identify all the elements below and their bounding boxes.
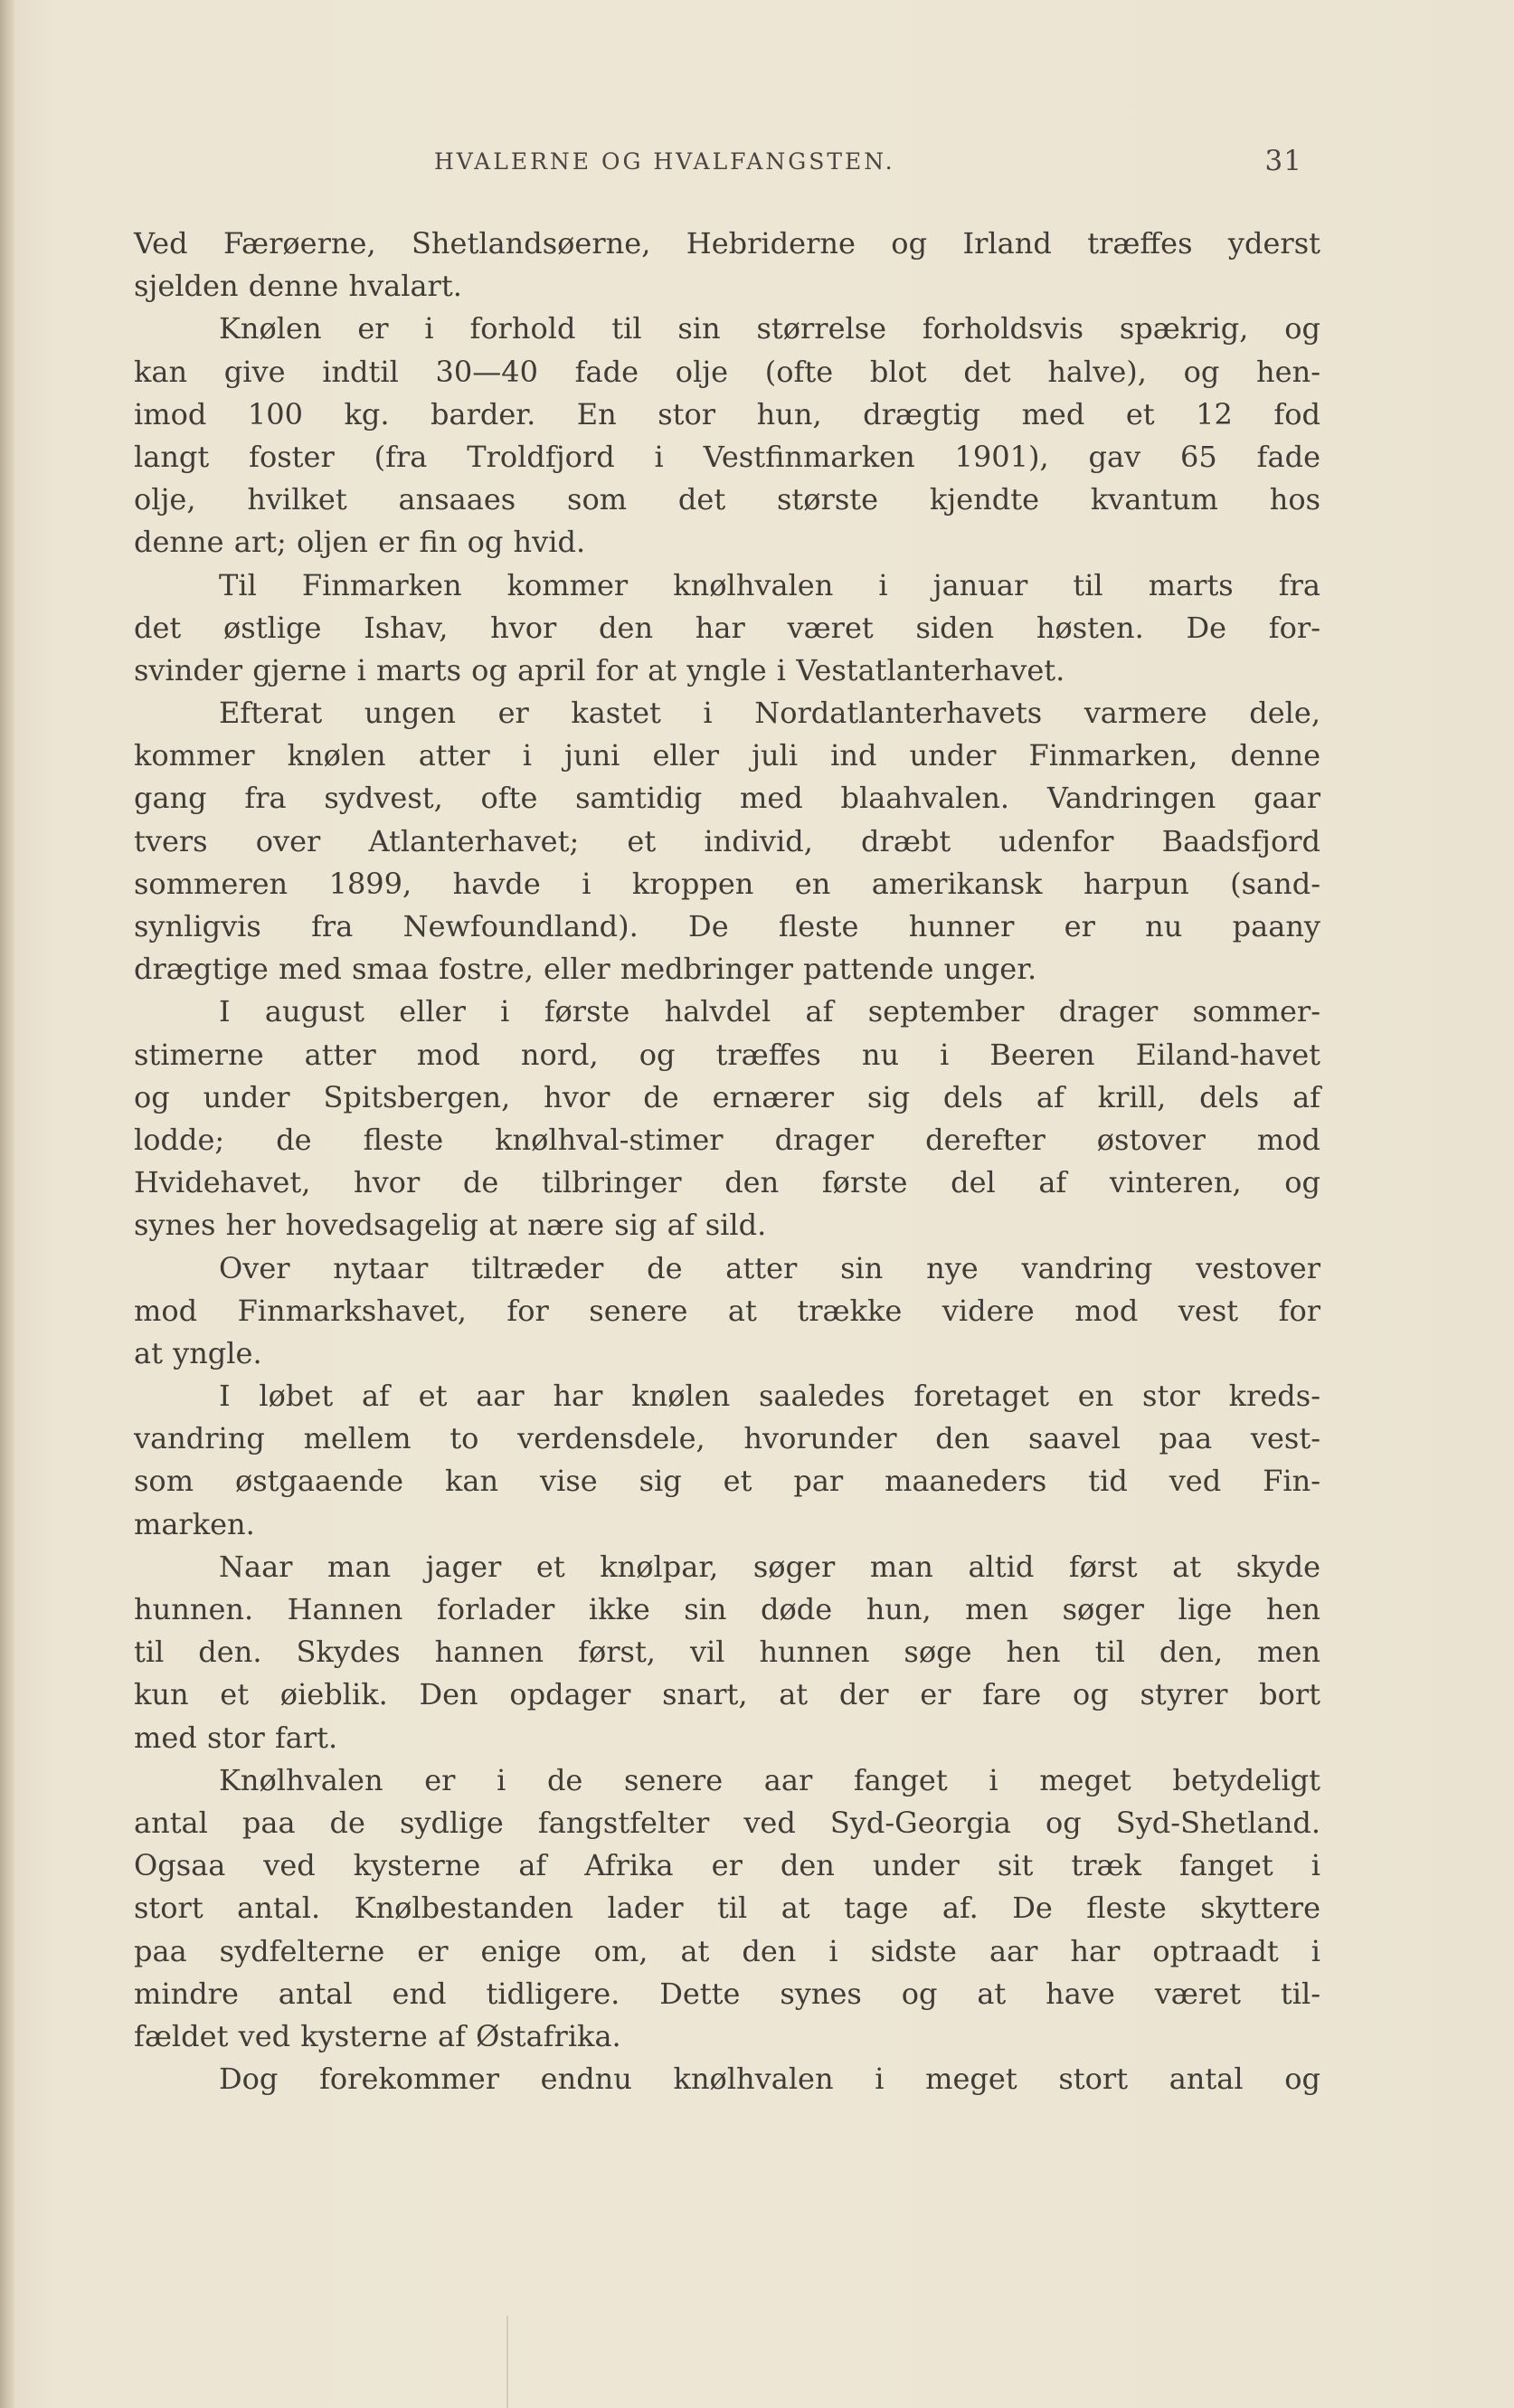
text-line: synes her hovedsagelig at nære sig af sild. [134, 1208, 767, 1243]
text-line: kun et øieblik. Den opdager snart, at der er fare og styrer bort [134, 1677, 1320, 1712]
text-line: stort antal. Knølbestanden lader til at tage af. De fleste skyttere [134, 1891, 1320, 1926]
page-header [127, 145, 1311, 181]
text-line: paa sydfelterne er enige om, at den i sidste aar har optraadt i [134, 1933, 1320, 1968]
text-line: som østgaaende kan vise sig et par maaneders tid ved Fin- [134, 1464, 1320, 1499]
text-line: at yngle. [134, 1335, 262, 1370]
text-line: lodde; de fleste knølhval-stimer drager derefter østover mod [134, 1122, 1320, 1157]
text-line: fældet ved kysterne af Østafrika. [134, 2018, 621, 2053]
text-line: synligvis fra Newfoundland). De fleste hunner er nu paany [134, 909, 1320, 943]
text-line: svinder gjerne i marts og april for at yngle i Vestatlanterhavet. [134, 652, 1065, 687]
text-line: Over nytaar tiltræder de atter sin nye vandring vestover [219, 1250, 1320, 1285]
text-line: sommeren 1899, havde i kroppen en amerikansk harpun (sand- [134, 866, 1320, 901]
text-line: Dog forekommer endnu knølhvalen i meget stort antal og [219, 2062, 1320, 2097]
body-text [134, 223, 1320, 2100]
text-line: drægtige med smaa fostre, eller medbringer pattende unger. [134, 952, 1037, 987]
text-line: Ved Færøerne, Shetlandsøerne, Hebriderne og Irland træffes yderst [134, 226, 1320, 261]
page-number: 31 [1264, 145, 1302, 177]
text-line: tvers over Atlanterhavet; et individ, dræbt udenfor Baadsfjord [134, 823, 1320, 858]
text-line: kan give indtil 30—40 fade olje (ofte blot det halve), og hen- [134, 354, 1320, 389]
text-line: Efterat ungen er kastet i Nordatlanterhavets varmere dele, [219, 696, 1320, 731]
running-title: HVALERNE OG HVALFANGSTEN. [434, 148, 895, 175]
text-line: olje, hvilket ansaaes som det største kjendte kvantum hos [134, 482, 1320, 517]
text-line: mod Finmarkshavet, for senere at trække videre mod vest for [134, 1293, 1320, 1328]
text-line: mindre antal end tidligere. Dette synes og at have været til- [134, 1976, 1320, 2011]
text-line: Ogsaa ved kysterne af Afrika er den under sit træk fanget i [134, 1848, 1320, 1883]
text-line: Hvidehavet, hvor de tilbringer den første del af vinteren, og [134, 1165, 1320, 1200]
text-line: sjelden denne hvalart. [134, 269, 462, 304]
page-spine-shadow [0, 0, 14, 2408]
text-line: stimerne atter mod nord, og træffes nu i Beeren Eiland-havet [134, 1037, 1320, 1072]
text-line: til den. Skydes hannen først, vil hunnen søge hen til den, men [134, 1635, 1320, 1670]
text-line: denne art; oljen er fin og hvid. [134, 525, 586, 560]
text-line: Knølen er i forhold til sin størrelse forholdsvis spækrig, og [219, 311, 1320, 346]
text-line: I løbet af et aar har knølen saaledes foretaget en stor kreds- [219, 1379, 1320, 1414]
text-line: marken. [134, 1506, 255, 1541]
text-line: Knølhvalen er i de senere aar fanget i meget betydeligt [219, 1762, 1320, 1797]
text-line: med stor fart. [134, 1720, 338, 1755]
text-line: Naar man jager et knølpar, søger man altid først at skyde [219, 1549, 1320, 1584]
text-line: kommer knølen atter i juni eller juli ind under Finmarken, denne [134, 738, 1320, 773]
text-line: det østlige Ishav, hvor den har været siden høsten. De for- [134, 610, 1320, 645]
page-fold-mark [506, 2316, 508, 2408]
text-line: hunnen. Hannen forlader ikke sin døde hun, men søger lige hen [134, 1592, 1320, 1626]
text-line: I august eller i første halvdel af september drager sommer- [219, 994, 1320, 1029]
text-line: og under Spitsbergen, hvor de ernærer sig dels af krill, dels af [134, 1079, 1320, 1114]
text-line: langt foster (fra Troldfjord i Vestfinmarken 1901), gav 65 fade [134, 439, 1320, 474]
text-line: gang fra sydvest, ofte samtidig med blaahvalen. Vandringen gaar [134, 781, 1320, 816]
text-line: Til Finmarken kommer knølhvalen i januar til marts fra [219, 567, 1320, 602]
text-line: antal paa de sydlige fangstfelter ved Syd-Georgia og Syd-Shetland. [134, 1805, 1320, 1840]
text-line: imod 100 kg. barder. En stor hun, drægtig med et 12 fod [134, 396, 1320, 431]
text-line: vandring mellem to verdensdele, hvorunder den saavel paa vest- [134, 1421, 1320, 1456]
